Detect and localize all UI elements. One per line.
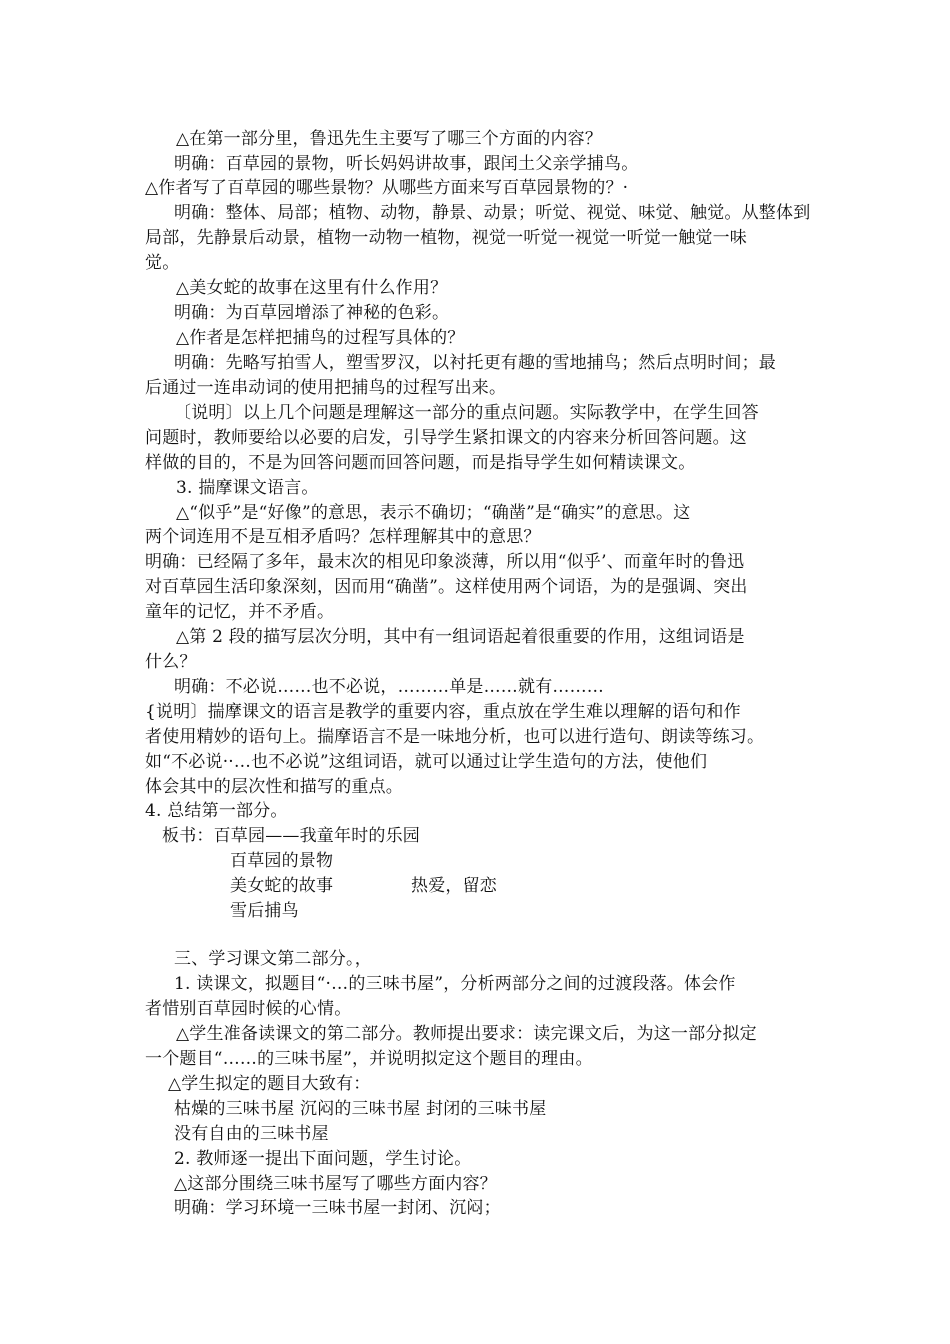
paragraph-line: 觉。 xyxy=(145,253,180,273)
paragraph-line: 后通过一连串动词的使用把捕鸟的过程写出来。 xyxy=(145,378,507,398)
question-line: △第 2 段的描写层次分明，其中有一组词语起着很重要的作用，这组词语是 xyxy=(176,627,745,647)
question-line: △作者写了百草园的哪些景物？从哪些方面来写百草园景物的？· xyxy=(145,178,629,198)
blackboard-title: 板书：百草园——我童年时的乐园 xyxy=(162,826,420,846)
answer-line: 明确：整体、局部；植物、动物，静景、动景；听觉、视觉、味觉、触觉。从整体到 xyxy=(174,203,811,223)
blackboard-summary: 热爱，留恋 xyxy=(411,876,497,896)
question-line: △在第一部分里，鲁迅先生主要写了哪三个方面的内容？ xyxy=(176,129,603,149)
task-line: 1. 读课文，拟题目“·…的三味书屋”，分析两部分之间的过渡段落。体会作 xyxy=(174,974,736,994)
answer-line: 明确：不必说……也不必说，………单是……就有……… xyxy=(174,677,604,697)
section-heading: 3. 揣摩课文语言。 xyxy=(176,478,319,498)
answer-line: 明确：为百草园增添了神秘的色彩。 xyxy=(174,303,450,323)
title-list-line: 没有自由的三味书屋 xyxy=(174,1124,329,1144)
title-list-line: 枯燥的三味书屋 沉闷的三味书屋 封闭的三味书屋 xyxy=(174,1099,547,1119)
instruction-line: △学生拟定的题目大致有： xyxy=(168,1074,371,1094)
section-heading: 4. 总结第一部分。 xyxy=(145,801,288,821)
note-line: 样做的目的，不是为回答问题而回答问题，而是指导学生如何精读课文。 xyxy=(145,453,696,473)
answer-line: 明确：学习环境一三味书屋一封闭、沉闷； xyxy=(174,1198,501,1218)
note-line: 〔说明〕以上几个问题是理解这一部分的重点问题。实际教学中，在学生回答 xyxy=(174,403,759,423)
paragraph-line: 局部，先静景后动景，植物一动物一植物，视觉一听觉一视觉一听觉一触觉一味 xyxy=(145,228,747,248)
answer-line: 明确：百草园的景物，听长妈妈讲故事，跟闰土父亲学捕鸟。 xyxy=(174,154,639,174)
section-heading: 三、学习课文第二部分。， xyxy=(174,949,372,969)
question-line: △美女蛇的故事在这里有什么作用？ xyxy=(176,278,448,298)
task-line: 2. 教师逐一提出下面问题，学生讨论。 xyxy=(174,1149,472,1169)
note-line: 问题时，教师要给以必要的启发，引导学生紧扣课文的内容来分析回答问题。这 xyxy=(145,428,747,448)
blackboard-item: 百草园的景物 xyxy=(230,851,334,871)
question-line: 什么？ xyxy=(145,652,197,672)
note-line: 者使用精妙的语句上。揣摩语言不是一味地分析，也可以进行造句、朗读等练习。 xyxy=(145,727,765,747)
answer-line: 明确：先略写拍雪人，塑雪罗汉，以衬托更有趣的雪地捕鸟；然后点明时间；最 xyxy=(174,353,776,373)
blackboard-item: 美女蛇的故事 xyxy=(230,876,334,896)
note-line: 如“不必说··…也不必说”这组词语，就可以通过让学生造句的方法，使他们 xyxy=(145,752,708,772)
answer-line: 对百草园生活印象深刻，因而用“确凿”。这样使用两个词语，为的是强调、突出 xyxy=(145,577,748,597)
question-line: △作者是怎样把捕鸟的过程写具体的？ xyxy=(176,328,465,348)
note-line: 体会其中的层次性和描写的重点。 xyxy=(145,777,403,797)
instruction-line: 一个题目“……的三味书屋”，并说明拟定这个题目的理由。 xyxy=(145,1049,593,1069)
instruction-line: △学生准备读课文的第二部分。教师提出要求：读完课文后，为这一部分拟定 xyxy=(176,1024,757,1044)
blackboard-item: 雪后捕鸟 xyxy=(230,901,299,921)
answer-line: 童年的记忆，并不矛盾。 xyxy=(145,602,335,622)
answer-line: 明确：已经隔了多年，最末次的相见印象淡薄，所以用“似乎’、而童年时的鲁迅 xyxy=(145,552,745,572)
task-line: 者惜别百草园时候的心情。 xyxy=(145,999,352,1019)
question-line: 两个词连用不是互相矛盾吗？怎样理解其中的意思？ xyxy=(145,527,541,547)
question-line: △这部分围绕三味书屋写了哪些方面内容？ xyxy=(174,1174,497,1194)
note-line: {说明〕揣摩课文的语言是教学的重要内容，重点放在学生难以理解的语句和作 xyxy=(145,702,741,722)
question-line: △“似乎”是“好像”的意思，表示不确切；“确凿”是“确实”的意思。这 xyxy=(176,503,691,523)
